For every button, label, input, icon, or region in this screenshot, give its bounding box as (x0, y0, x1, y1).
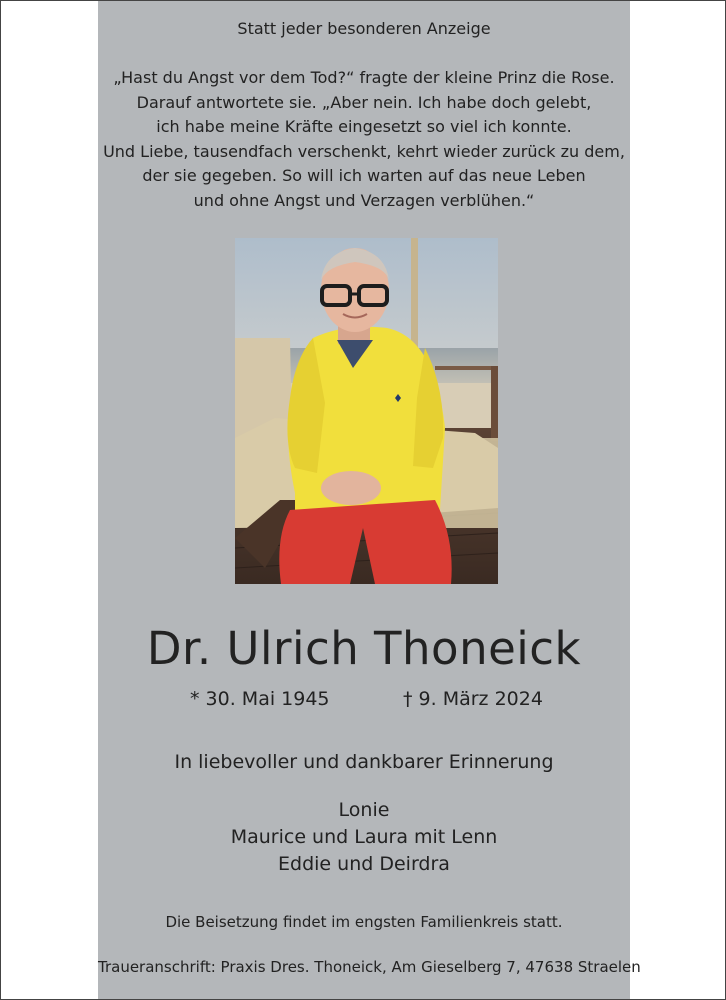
mourner-line: Lonie (338, 799, 390, 821)
poem-quote (98, 66, 630, 214)
mourner-line: Maurice und Laura mit Lenn (230, 826, 498, 848)
burial-notice: Die Beisetzung findet im engsten Familienkreis statt. (165, 913, 563, 931)
deceased-name: Dr. Ulrich Thoneick (146, 622, 582, 675)
portrait-photo (235, 238, 498, 584)
birth-date: * 30. Mai 1945 (190, 688, 330, 710)
poem-line: ich habe meine Kräfte eingesetzt so viel ich konnte. (156, 117, 572, 137)
poem-line: „Hast du Angst vor dem Tod?“ fragte der kleine Prinz die Rose. (113, 68, 615, 87)
poem-line: und ohne Angst und Verzagen verblühen.“ (193, 190, 535, 210)
obituary-panel (98, 1, 641, 999)
portrait-illustration (235, 238, 498, 584)
notice-header: Statt jeder besonderen Anzeige (237, 19, 491, 38)
poem-line: Darauf antwortete sie. „Aber nein. Ich habe doch gelebt, (136, 92, 592, 112)
mourners-list (98, 797, 630, 878)
poem-line: Und Liebe, tausendfach verschenkt, kehrt wieder zurück zu dem, (103, 141, 625, 161)
death-date: † 9. März 2024 (403, 688, 543, 710)
poem-line: der sie gegeben. So will ich warten auf das neue Leben (142, 166, 586, 186)
mourner-line: Eddie und Deirdra (278, 853, 450, 875)
mourning-address: Traueranschrift: Praxis Dres. Thoneick, Am Gieselberg 7, 47638 Straelen (98, 958, 641, 976)
memory-line: In liebevoller und dankbarer Erinnerung (174, 751, 554, 773)
